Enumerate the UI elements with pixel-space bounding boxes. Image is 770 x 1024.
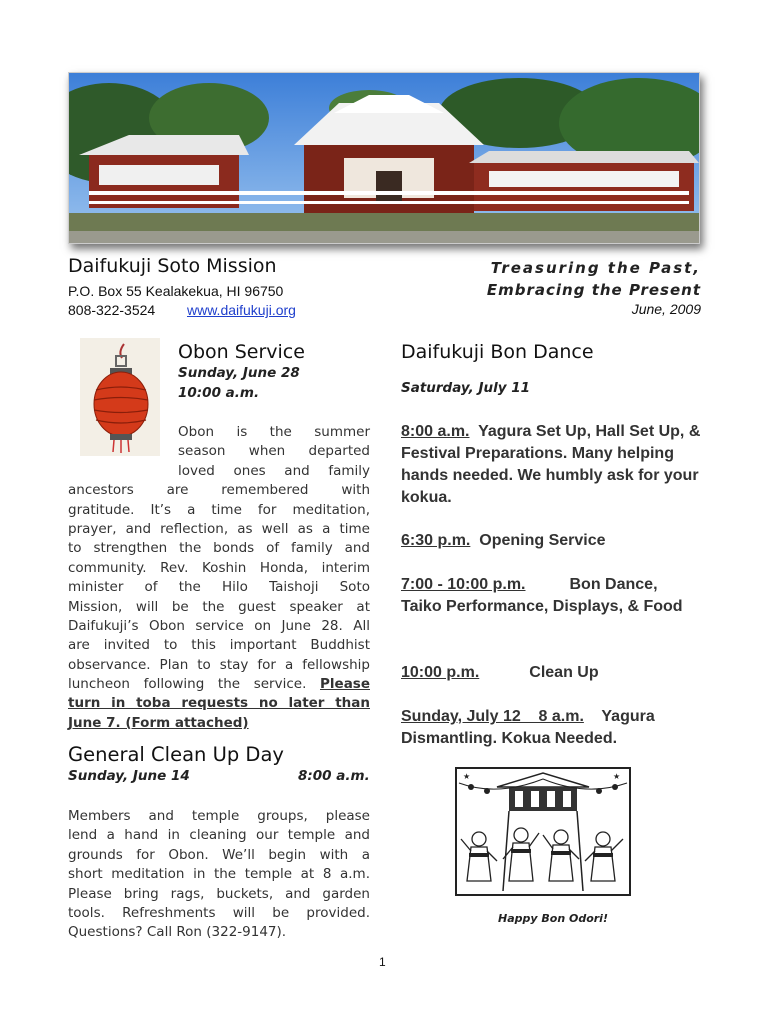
schedule-item xyxy=(401,662,701,684)
obon-text-line: Daifukuji’s Obon service on June 28. All xyxy=(68,617,370,634)
obon-service-heading: Obon Service xyxy=(178,341,305,363)
schedule-item xyxy=(401,574,701,618)
cleanup-day-heading: General Clean Up Day xyxy=(68,743,284,766)
obon-text-line: minister of the Hilo Taishoji Soto xyxy=(68,579,370,596)
cleanup-text-line: Please bring rags, buckets, and garden xyxy=(68,885,370,902)
cleanup-day-description xyxy=(68,807,370,943)
page-number: 1 xyxy=(379,955,386,969)
bon-dance-heading: Daifukuji Bon Dance xyxy=(401,341,594,363)
obon-service-date: Sunday, June 28 xyxy=(178,365,300,381)
toba-request-notice: turn in toba requests no later than xyxy=(68,695,370,712)
obon-text-line: community. Rev. Koshin Honda, interim xyxy=(68,559,370,576)
cleanup-text-line: tools. Refreshments will be provided. xyxy=(68,904,370,921)
obon-text-line: gratitude. It’s a time for meditation, xyxy=(68,501,370,518)
obon-text-line: ancestors are remembered with xyxy=(68,482,370,499)
schedule-time: 7:00 - 10:00 p.m. xyxy=(401,576,526,593)
schedule-text: Bon Dance, Taiko Performance, Displays, & Food xyxy=(401,576,683,615)
bon-odori-dancers-illustration xyxy=(455,767,631,896)
website-link[interactable]: www.daifukuji.org xyxy=(187,302,296,318)
motto-line-1: Treasuring the Past, xyxy=(490,259,701,277)
temple-photo xyxy=(68,72,700,244)
organization-phone: 808-322-3524 xyxy=(68,302,156,318)
obon-text-line: season when departed xyxy=(178,443,370,460)
obon-text-line: are invited to this important Buddhist xyxy=(68,637,370,654)
cleanup-text-line: lend a hand in cleaning our temple and xyxy=(68,827,370,844)
obon-text-line: prayer, and reflection, as well as a time xyxy=(68,520,370,537)
obon-text-line: Mission, will be the guest speaker at xyxy=(68,598,370,615)
bon-dance-date: Saturday, July 11 xyxy=(401,380,531,396)
motto-line-2: Embracing the Present xyxy=(486,281,701,299)
cleanup-text-line: short meditation in the temple at 8 a.m. xyxy=(68,866,370,883)
obon-text-line-with-notice xyxy=(68,675,370,694)
toba-request-notice-start: Please xyxy=(320,676,370,693)
issue-date: June, 2009 xyxy=(631,301,701,317)
obon-text-line: loved ones and family xyxy=(178,462,370,479)
obon-service-description xyxy=(68,423,370,733)
obon-text-line: observance. Plan to stay for a fellowship xyxy=(68,656,370,673)
cleanup-text-line: Members and temple groups, please xyxy=(68,808,370,824)
cleanup-text-line: Questions? Call Ron (322-9147). xyxy=(68,924,287,941)
organization-name: Daifukuji Soto Mission xyxy=(68,255,277,277)
obon-text-line: Obon is the summer xyxy=(178,424,370,440)
toba-request-deadline-line xyxy=(68,714,370,733)
toba-request-deadline: June 7. (Form attached) xyxy=(68,714,249,731)
schedule-time: 8:00 a.m. xyxy=(401,423,470,440)
svg-text:★: ★ xyxy=(613,772,621,781)
organization-address: P.O. Box 55 Kealakekua, HI 96750 xyxy=(68,283,284,299)
schedule-text: Yagura Dismantling. Kokua Needed. xyxy=(401,708,655,747)
schedule-item xyxy=(401,421,701,509)
schedule-text: Clean Up xyxy=(529,664,599,681)
schedule-item xyxy=(401,530,701,552)
cleanup-day-date: Sunday, June 14 xyxy=(68,768,190,784)
schedule-item xyxy=(401,706,701,750)
schedule-text: Opening Service xyxy=(479,532,606,549)
schedule-text: Yagura Set Up, Hall Set Up, & Festival Preparations. Many helping hands needed. We humbly ask for your kokua. xyxy=(401,423,701,506)
cleanup-day-time: 8:00 a.m. xyxy=(298,768,370,784)
svg-text:★: ★ xyxy=(463,772,471,781)
schedule-time: Sunday, July 12 8 a.m. xyxy=(401,708,584,725)
obon-service-time: 10:00 a.m. xyxy=(178,385,260,401)
obon-text-segment: luncheon following the service. xyxy=(68,676,307,693)
schedule-time: 10:00 p.m. xyxy=(401,664,480,681)
bon-odori-caption: Happy Bon Odori! xyxy=(498,912,608,925)
schedule-time: 6:30 p.m. xyxy=(401,532,471,549)
obon-text-line: to strengthen the bonds of family and xyxy=(68,540,370,557)
cleanup-text-line: grounds for Obon. We’ll begin with a xyxy=(68,846,370,863)
